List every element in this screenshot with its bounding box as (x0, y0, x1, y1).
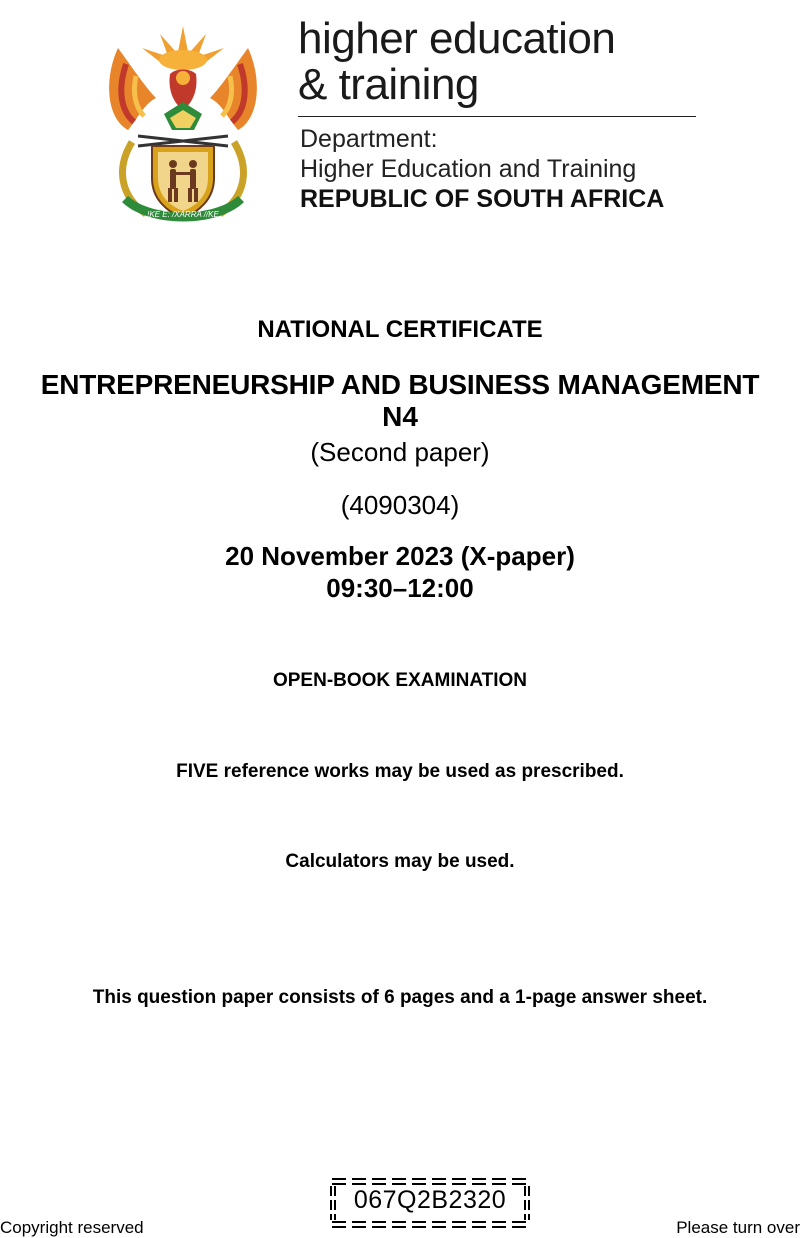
subject-code: (4090304) (340, 490, 460, 520)
page-count-note: This question paper consists of 6 pages and a 1-page answer sheet. (92, 987, 708, 1008)
turn-over-notice: Please turn over (676, 1218, 800, 1237)
department-name: Higher Education and Training (300, 155, 637, 183)
reference-works-note: FIVE reference works may be used as prescribed. (176, 761, 624, 782)
certificate-title: NATIONAL CERTIFICATE (257, 316, 543, 343)
exam-time: 09:30–12:00 (326, 573, 474, 603)
country-name: REPUBLIC OF SOUTH AFRICA (300, 185, 665, 213)
heading-divider (298, 116, 696, 117)
heading-line-1: higher education (298, 14, 616, 63)
exam-type: OPEN-BOOK EXAMINATION (272, 670, 528, 691)
heading-line-2: & training (298, 60, 479, 109)
paper-code: 067Q2B2320 (353, 1186, 507, 1214)
logo-motto: !KE E: /XARRA //KE (147, 210, 219, 219)
department-heading (298, 16, 615, 108)
exam-date: 20 November 2023 (X-paper) (225, 541, 575, 571)
calculators-note: Calculators may be used. (285, 851, 515, 872)
department-label: Department: (300, 125, 438, 153)
copyright-notice: Copyright reserved (0, 1218, 144, 1237)
paper-label: (Second paper) (310, 437, 490, 467)
coat-of-arms-logo (98, 18, 268, 230)
level-title: N4 (382, 401, 418, 432)
subject-title: ENTREPRENEURSHIP AND BUSINESS MANAGEMENT (40, 369, 760, 400)
